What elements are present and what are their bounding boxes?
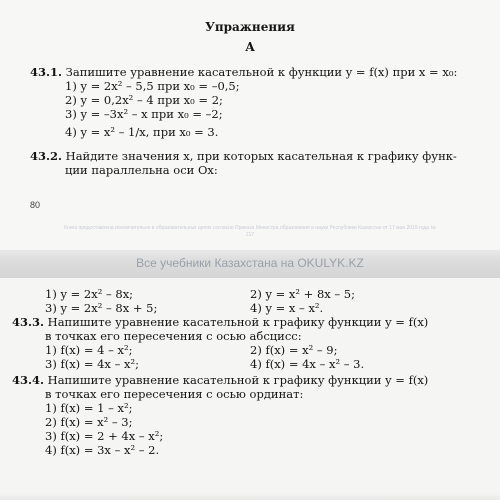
exercise-text: Найдите значения x, при которых касательная к графику функ- bbox=[65, 149, 457, 163]
textbook-page-bottom bbox=[0, 278, 500, 500]
exercise-43-1-item-2: 2) y = 0,2x² – 4 при x₀ = 2; bbox=[65, 93, 223, 107]
section-letter: A bbox=[245, 40, 255, 54]
exercise-43-3-item-1: 1) f(x) = 4 – x²; bbox=[45, 343, 133, 357]
exercise-43-1-prompt bbox=[30, 66, 457, 79]
exercise-text: Напишите уравнение касательной к графику функции y = f(x) bbox=[47, 315, 429, 329]
exercise-number: 43.1. bbox=[30, 65, 63, 79]
exercise-43-4-prompt-line2: в точках его пересечения с осью ординат: bbox=[45, 387, 304, 401]
exercise-number: 43.4. bbox=[12, 373, 45, 387]
bottom-shadow bbox=[0, 492, 500, 500]
exercise-43-2-item-3: 3) y = 2x² – 8x + 5; bbox=[45, 301, 158, 315]
exercise-43-2-item-2: 2) y = x² + 8x – 5; bbox=[250, 287, 355, 301]
exercise-43-3-item-3: 3) f(x) = 4x – x²; bbox=[45, 357, 139, 371]
exercise-43-1-item-4: 4) y = x² – 1/x, при x₀ = 3. bbox=[65, 125, 219, 139]
watermark-band bbox=[0, 250, 500, 278]
exercise-43-4-item-4: 4) f(x) = 3x – x² – 2. bbox=[45, 443, 160, 457]
exercise-text: Напишите уравнение касательной к графику функции y = f(x) bbox=[47, 373, 429, 387]
exercise-43-2-item-4: 4) y = x – x². bbox=[250, 301, 324, 315]
exercise-text: Запишите уравнение касательной к функции y = f(x) при x = x₀: bbox=[65, 65, 458, 79]
exercise-43-4-item-2: 2) f(x) = x² – 3; bbox=[45, 415, 133, 429]
exercise-43-3-prompt-line1 bbox=[12, 316, 428, 329]
page-title: Упражнения bbox=[205, 20, 295, 34]
page-number: 80 bbox=[30, 200, 41, 210]
exercise-43-1-item-3: 3) y = –3x² – x при x₀ = –2; bbox=[65, 107, 223, 121]
exercise-43-3-item-2: 2) f(x) = x² – 9; bbox=[250, 343, 338, 357]
exercise-43-2-item-1: 1) y = 2x² – 8x; bbox=[45, 287, 134, 301]
distribution-notice: Книга предоставлена исключительно в образовательных целях согласно Приказа Министра образования и науки Республики Казахстан от 17 мая 2019 года № 217 bbox=[64, 225, 436, 238]
exercise-43-2-prompt-line2: ции параллельна оси Ox: bbox=[65, 163, 218, 177]
exercise-number: 43.3. bbox=[12, 315, 45, 329]
exercise-43-4-item-1: 1) f(x) = 1 – x²; bbox=[45, 401, 133, 415]
watermark-text: Все учебники Казахстана на OKULYK.KZ bbox=[136, 256, 364, 270]
exercise-43-1-item-1: 1) y = 2x² – 5,5 при x₀ = –0,5; bbox=[65, 79, 240, 93]
exercise-43-4-prompt-line1 bbox=[12, 374, 428, 387]
exercise-43-2-prompt-line1 bbox=[30, 150, 457, 163]
exercise-43-3-prompt-line2: в точках его пересечения с осью абсцисс: bbox=[45, 329, 302, 343]
exercise-number: 43.2. bbox=[30, 149, 63, 163]
exercise-43-3-item-4: 4) f(x) = 4x – x² – 3. bbox=[250, 357, 365, 371]
exercise-43-4-item-3: 3) f(x) = 2 + 4x – x²; bbox=[45, 429, 164, 443]
